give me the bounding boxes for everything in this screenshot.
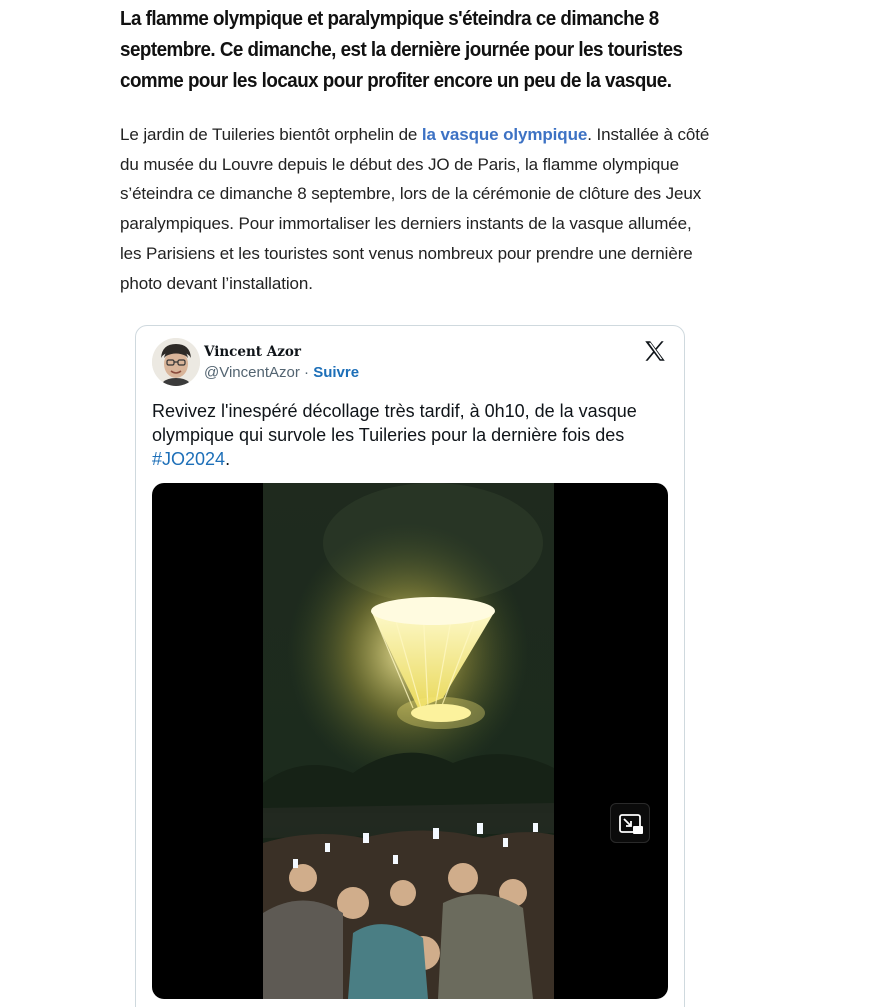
article-paragraph [120,120,710,298]
embedded-tweet[interactable] [135,325,685,1007]
tweet-handle[interactable]: @VincentAzor [204,364,300,381]
article-content [120,0,710,298]
tweet-video[interactable] [152,483,668,999]
tweet-handle-row [204,364,359,381]
avatar[interactable] [152,338,200,386]
tweet-text [152,399,672,471]
paragraph-text-end: . Installée à côté du musée du Louvre depuis le début des JO de Paris, la flamme olympique s’éteindra ce dimanche 8 septembre, lors de la cérémonie de clôture des Jeux paralympiques. Pour immortaliser les derniers instants de la vasque allumée, les Parisiens et les touristes sont venus nombreux pour prendre une dernière photo devant l’installation. [120,125,710,293]
tweet-text-end: . [225,449,231,469]
follow-button[interactable]: Suivre [313,364,360,381]
tweet-author-name[interactable]: Vincent Azor [204,344,301,360]
handle-separator: · [299,364,314,381]
paragraph-text-start: Le jardin de Tuileries bientôt orphelin de [120,125,422,144]
article-lead: La flamme olympique et paralympique s'éteindra ce dimanche 8 septembre. Ce dimanche, est la dernière journée pour les touristes comme pour les locaux pour profiter encore un peu de la vasque. [120,8,683,92]
picture-in-picture-icon[interactable] [610,803,650,843]
vasque-olympique-link[interactable]: la vasque olympique [421,125,588,144]
x-logo-icon[interactable] [642,338,668,364]
hashtag-link[interactable]: #JO2024 [152,449,226,469]
video-frame[interactable] [263,483,554,999]
tweet-text-body: Revivez l'inespéré décollage très tardif, à 0h10, de la vasque olympique qui survole les Tuileries pour la dernière fois des [152,401,637,445]
